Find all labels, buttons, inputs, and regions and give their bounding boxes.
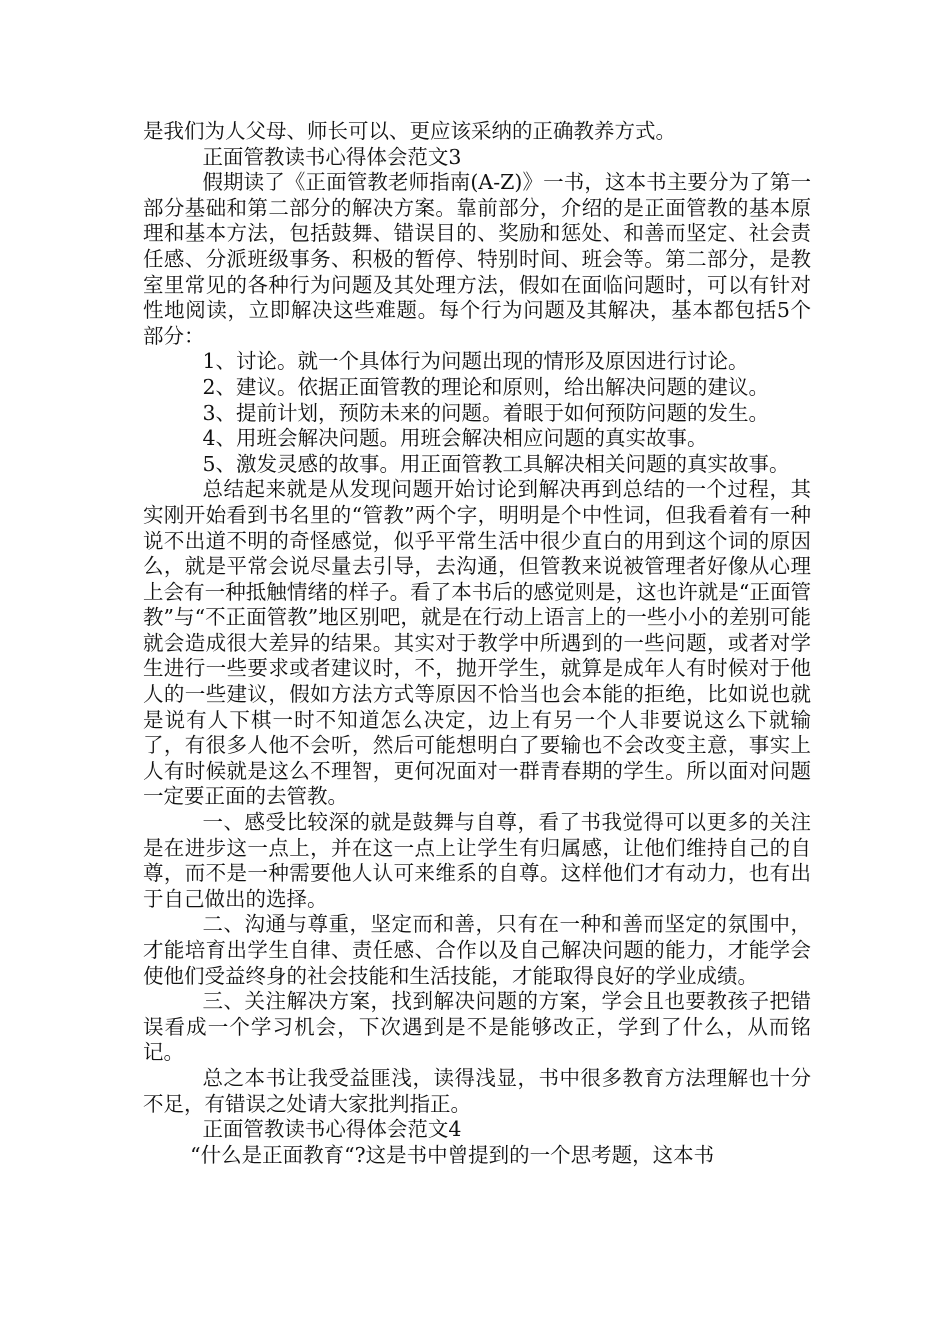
paragraph-11: 三、关注解决方案，找到解决问题的方案，学会且也要教孩子把错误看成一个学习机会，下次遇到是不是能够改正，学到了什么，从而铭记。 <box>143 989 811 1065</box>
document-page <box>143 119 811 1168</box>
paragraph-9: 一、感受比较深的就是鼓舞与自尊，看了书我觉得可以更多的关注是在进步这一点上，并在这一点上让学生有归属感，让他们维持自己的自尊，而不是一种需要他人认可来维系的自尊。这样他们才有动力，也有出于自己做出的选择。 <box>143 810 811 911</box>
list-item-4: 4、用班会解决问题。用班会解决相应问题的真实故事。 <box>202 426 708 451</box>
list-item-5: 5、激发灵感的故事。用正面管教工具解决相关问题的真实故事。 <box>202 451 790 476</box>
paragraph-0: 是我们为人父母、师长可以、更应该采纳的正确教养方式。 <box>143 119 676 143</box>
list-item-2: 2、建议。依据正面管教的理论和原则，给出解决问题的建议。 <box>202 374 769 399</box>
paragraph-12: 总之本书让我受益匪浅，读得浅显，书中很多教育方法理解也十分不足，有错误之处请大家批判指正。 <box>143 1065 811 1116</box>
paragraph-8: 总结起来就是从发现问题开始讨论到解决再到总结的一个过程，其实刚开始看到书名里的“管教”两个字，明明是个中性词，但我看着有一种说不出道不明的奇怪感觉，似乎平常生活中很少直白的用到这个词的原因么，就是平常会说尽量去引导，去沟通，但管教来说被管理者好像从心理上会有一种抵触情绪的样子。看了本书后的感觉则是，这也许就是“正面管教”与“不正面管教”地区别吧，就是在行动上语言上的一些小小的差别可能就会造成很大差异的结果。其实对于教学中所遇到的一些问题，或者对学生进行一些要求或者建议时，不，抛开学生，就算是成年人有时候对于他人的一些建议，假如方法方式等原因不恰当也会本能的拒绝，比如说也就是说有人下棋一时不知道怎么决定，边上有另一个人非要说这么下就输了，有很多人他不会听，然后可能想明白了要输也不会改变主意，事实上人有时候就是这么不理智，更何况面对一群青春期的学生。所以面对问题一定要正面的去管教。 <box>143 477 811 809</box>
paragraph-10: 二、沟通与尊重，坚定而和善，只有在一种和善而坚定的氛围中，才能培育出学生自律、责任感、合作以及自己解决问题的能力，才能学会使他们受益终身的社会技能和生活技能，才能取得良好的学业成绩。 <box>143 912 811 988</box>
paragraph-2: 假期读了《正面管教老师指南(A-Z)》一书，这本书主要分为了第一部分基础和第二部分的解决方案。靠前部分，介绍的是正面管教的基本原理和基本方法，包括鼓舞、错误目的、奖励和惩处、和善而坚定、社会责任感、分派班级事务、积极的暂停、特别时间、班会等。第二部分，是教室里常见的各种行为问题及其处理方法，假如在面临问题时，可以有针对性地阅读，立即解决这些难题。每个行为问题及其解决，基本都包括5个部分： <box>143 170 811 348</box>
list-item-3: 3、提前计划，预防未来的问题。着眼于如何预防问题的发生。 <box>202 400 769 425</box>
list-item-1: 1、讨论。就一个具体行为问题出现的情形及原因进行讨论。 <box>202 349 749 374</box>
paragraph-14: “什么是正面教育“?这是书中曾提到的一个思考题，这本书 <box>190 1142 715 1167</box>
section-heading-4: 正面管教读书心得体会范文4 <box>202 1117 462 1142</box>
section-heading-3: 正面管教读书心得体会范文3 <box>202 144 462 169</box>
